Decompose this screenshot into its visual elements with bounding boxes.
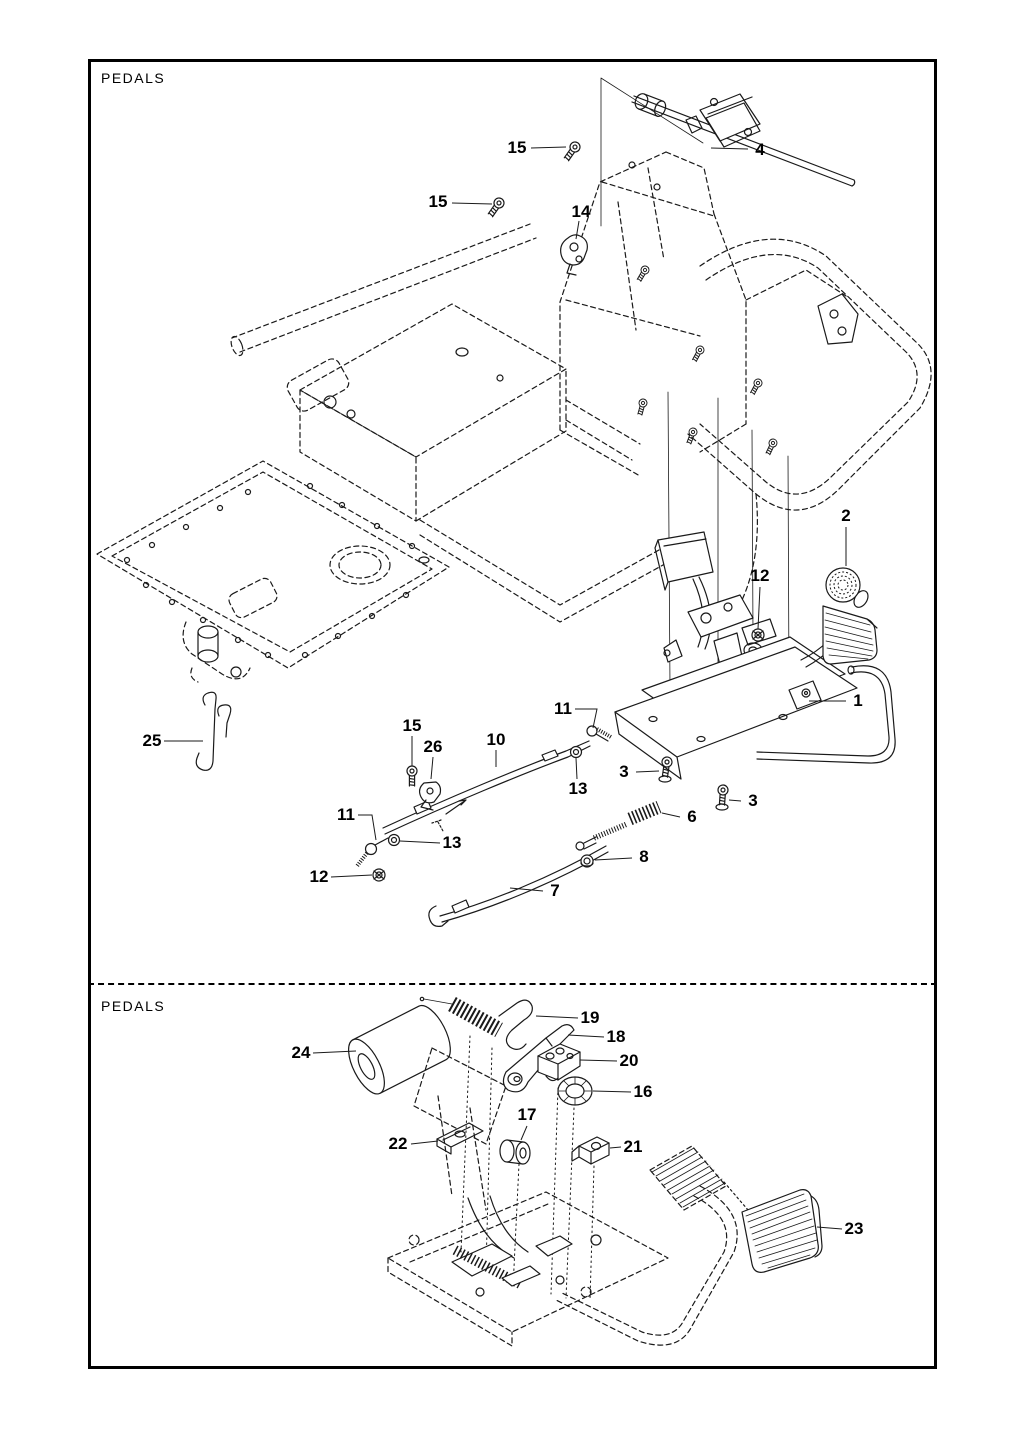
callout-6: 6 [687, 807, 697, 826]
part-10-cable [383, 741, 590, 834]
leader-line [536, 1016, 578, 1018]
part-16-bearing [558, 1077, 592, 1105]
part-11-ball-joint-a [587, 726, 611, 741]
callout-13: 13 [442, 833, 462, 852]
part-14-bracket [561, 235, 588, 275]
part-15-bolt-a [562, 140, 582, 162]
steering-shaft-ghost [229, 224, 536, 357]
callout-26: 26 [423, 737, 443, 756]
leader-line [400, 841, 440, 843]
leader-line [636, 771, 659, 772]
callout-3: 3 [748, 791, 758, 810]
part-21-clamp [572, 1137, 609, 1164]
page-title-bottom: PEDALS [101, 998, 166, 1014]
callout-22: 22 [388, 1134, 408, 1153]
part-13-nut-a [571, 747, 582, 758]
callout-23: 23 [844, 1219, 864, 1238]
callout-19: 19 [580, 1008, 600, 1027]
callout-3: 3 [619, 762, 629, 781]
leader-line [531, 147, 566, 148]
callout-12: 12 [309, 867, 329, 886]
callout-20: 20 [619, 1051, 639, 1070]
callout-4: 4 [755, 140, 765, 159]
callout-17: 17 [517, 1105, 537, 1124]
leader-line [729, 800, 741, 801]
part-4-pedal-shaft [601, 78, 855, 226]
part-15-bolt-b [486, 196, 506, 218]
part-2-knob [826, 568, 871, 610]
callout-13: 13 [568, 779, 588, 798]
leader-line [431, 757, 433, 779]
callout-25: 25 [142, 731, 162, 750]
leader-line [610, 1147, 621, 1148]
callout-15: 15 [402, 716, 422, 735]
callout-18: 18 [606, 1027, 626, 1046]
part-15-bolt-c [407, 766, 417, 786]
callout-24: 24 [291, 1043, 311, 1062]
callout-7: 7 [550, 881, 560, 900]
part-3-bolt-a [659, 756, 673, 782]
callout-21: 21 [623, 1137, 643, 1156]
chassis-ghost [97, 304, 700, 668]
leader-line [576, 758, 577, 779]
leader-line [331, 875, 372, 877]
part-24-roller [341, 1000, 506, 1144]
part-17-roller [500, 1140, 530, 1164]
part-11-ball-joint-b [357, 838, 388, 866]
callout-1: 1 [853, 691, 863, 710]
leader-line [580, 1060, 617, 1061]
roller-ghost [650, 1146, 748, 1210]
callout-12: 12 [750, 566, 770, 585]
leader-line [358, 815, 376, 840]
callout-15: 15 [428, 192, 448, 211]
callout-14: 14 [571, 202, 591, 221]
leader-line [595, 858, 632, 860]
callout-11: 11 [554, 699, 572, 718]
part-12-nut-a [752, 629, 764, 641]
leader-line [593, 1091, 631, 1092]
callout-16: 16 [633, 1082, 653, 1101]
part-8-nut [581, 855, 593, 867]
leader-line [521, 1126, 527, 1140]
leader-line [575, 709, 597, 728]
callout-8: 8 [639, 847, 649, 866]
part-25-hook [196, 692, 231, 770]
part-19-spring [420, 997, 532, 1049]
leader-line [662, 813, 680, 817]
callout-11: 11 [337, 805, 355, 824]
leader-line [411, 1141, 438, 1144]
part-12-nut-b [373, 869, 385, 881]
part-13-nut-b [389, 835, 400, 846]
front-pivot-bracket [183, 622, 250, 682]
leader-line [452, 203, 492, 204]
callout-2: 2 [841, 506, 851, 525]
fender-loop-ghost [688, 239, 931, 600]
callout-15: 15 [507, 138, 527, 157]
part-3-bolt-b [716, 785, 728, 810]
part-6-spring [630, 807, 659, 819]
callout-10: 10 [486, 730, 506, 749]
leader-line [568, 1035, 604, 1037]
part-23-pedal-pad [742, 1190, 822, 1273]
page-title: PEDALS [101, 70, 166, 86]
leader-line [711, 148, 748, 149]
